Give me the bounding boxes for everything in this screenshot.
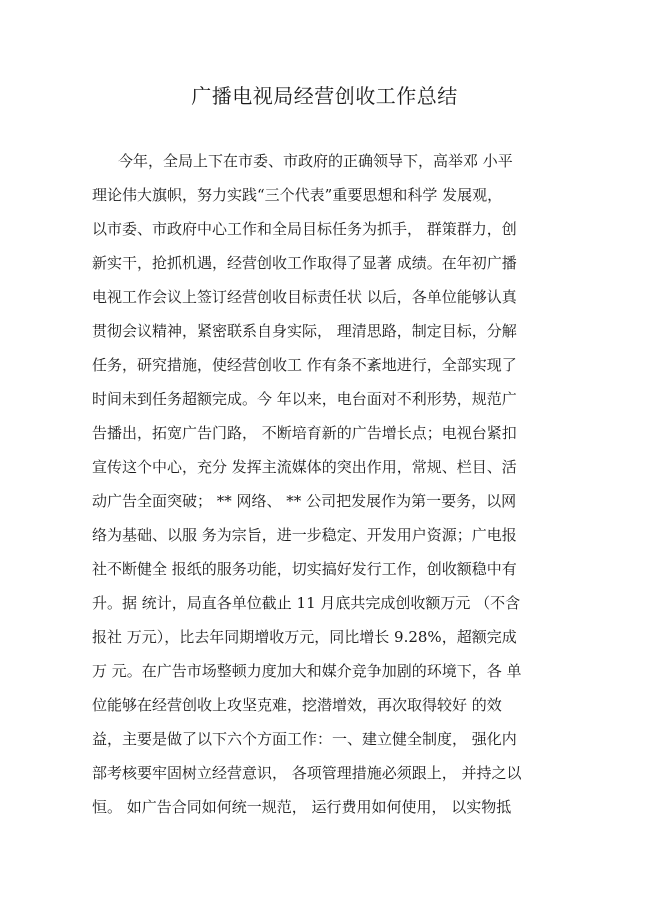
paragraph-line: 益，主要是做了以下六个方面工作：一、建立健全制度， 强化内 [92,730,517,748]
paragraph-line: 动广告全面突破； ** 网络、 ** 公司把发展作为第一要务，以网 [92,492,517,510]
paragraph-line: 电视工作会议上签订经营创收目标责任状 以后，各单位能够认真 [92,288,517,306]
paragraph-line: 万 元。在广告市场整顿力度加大和媒介竞争加剧的环境下，各 单 [92,662,522,680]
paragraph-line: 新实干，抢抓机遇，经营创收工作取得了显著 成绩。在年初广播 [92,254,517,272]
paragraph-line: 今年，全局上下在市委、市政府的正确领导下，高举邓 小平 [118,152,513,170]
document-title: 广播电视局经营创收工作总结 [191,84,458,108]
paragraph-line: 部考核要牢固树立经营意识， 各项管理措施必须跟上， 并持之以 [92,764,522,782]
paragraph-line: 升。据 统计，局直各单位截止 11 月底共完成创收额万元 （不含 [92,594,521,612]
paragraph-line: 位能够在经营创收上攻坚克难，挖潜增效，再次取得较好 的效 [92,696,502,714]
paragraph-line: 恒。 如广告合同如何统一规范， 运行费用如何使用， 以实物抵 [92,798,512,816]
paragraph-line: 以市委、市政府中心工作和全局目标任务为抓手， 群策群力，创 [92,220,517,238]
paragraph-line: 告播出，拓宽广告门路， 不断培育新的广告增长点；电视台紧扣 [92,424,517,442]
paragraph-line: 络为基础、以服 务为宗旨，进一步稳定、开发用户资源；广电报 [92,526,517,544]
paragraph-line: 报社 万元），比去年同期增收万元，同比增长 9.28%，超额完成 [92,628,517,646]
paragraph-line: 理论伟大旗帜，努力实践“三个代表”重要思想和科学 发展观， [92,186,503,204]
paragraph-line: 时间未到任务超额完成。今 年以来，电台面对不利形势，规范广 [92,390,517,408]
paragraph-line: 社不断健全 报纸的服务功能，切实搞好发行工作，创收额稳中有 [92,560,517,578]
paragraph-line: 贯彻会议精神，紧密联系自身实际， 理清思路，制定目标，分解 [92,322,517,340]
paragraph-line: 任务，研究措施，使经营创收工 作有条不紊地进行，全部实现了 [92,356,517,374]
paragraph-line: 宣传这个中心，充分 发挥主流媒体的突出作用，常规、栏目、活 [92,458,517,476]
